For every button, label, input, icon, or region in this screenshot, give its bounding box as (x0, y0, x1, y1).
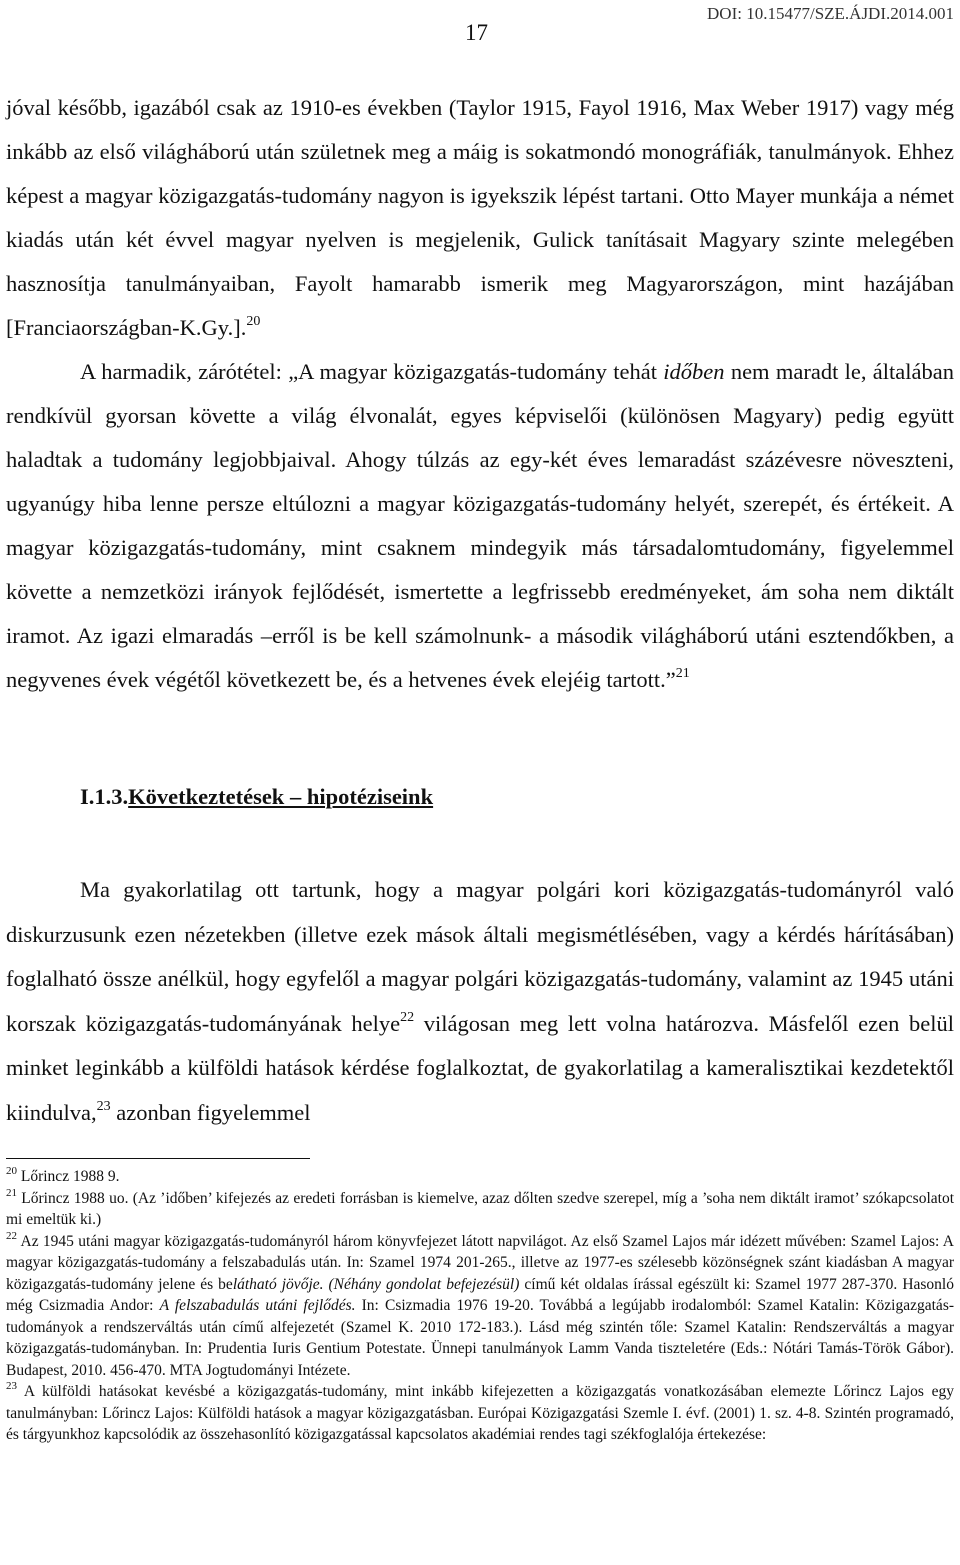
paragraph-3-text-b: világosan meg lett volna határozva. Másfelől ezen belül minket leginkább a külföldi hatások kérdése foglalkoztat, de gyakorlatilag a kameralisztikai kezdetektől kiindulva, (6, 1010, 954, 1125)
footnote-text-a: Az 1945 utáni magyar közigazgatás-tudományról három könyvfejezet látott napvilágot. Az első Szamel Lajos már idézett művében: Szamel Lajos: A magyar közigazgatás-tudomány a felszabadulás után. In: Szamel 1974 201-265., illetve az 1977-es szélesebb közönségnek szánt kiadásban A magyar közigazgatás-tudomány jelene és be (6, 1232, 954, 1293)
main-text (6, 86, 954, 702)
paragraph-3-text-a: Ma gyakorlatilag ott tartunk, hogy a magyar polgári kori közigazgatás-tudományról való diskurzusunk ezen nézetekben (illetve ezek mások általi megismétlésében, vagy a kérdés hárításában) foglalható össze anélkül, hogy egyfelől a magyar polgári közigazgatás-tudomány, valamint az 1945 utáni korszak közigazgatás-tudományának helye (6, 877, 954, 1036)
doi-label: DOI: 10.15477/SZE.ÁJDI.2014.001 (707, 4, 954, 23)
footnote-ref-21[interactable]: 21 (675, 666, 690, 681)
footnote-22 (6, 1231, 954, 1382)
footnote-number: 22 (6, 1229, 17, 1242)
paragraph-2-text-b: nem maradt le, általában rendkívül gyorsan követte a világ élvonalát, egyes képviselői (különösen Magyary) pedig együtt haladtak a tudomány legjobbjaival. Ahogy túlzás az egy-két éves lemaradást százévesre növeszteni, ugyanúgy hiba lenne persze eltúlozni a magyar közigazgatás-tudomány helyét, szerepét, és értékeit. A magyar közigazgatás-tudomány, mint csaknem mindegyik más társadalomtudomány, figyelemmel követte a nemzetközi irányok fejlődését, ismertette a legfrissebb eredményeket, ám soha nem diktált iramot. Az igazi elmaradás –erről is be kell számolnunk- a második világháború utáni esztendőkben, a negyvenes évek végétől következett be, és a hetvenes évek elejéig tartott.” (6, 359, 954, 692)
paragraph-1 (6, 86, 954, 350)
section-number: I.1.3. (80, 784, 129, 809)
page-number: 17 (465, 20, 488, 45)
footnote-text: A külföldi hatásokat kevésbé a közigazgatás-tudomány, mint inkább kifejezetten a közigazgatás vonatkozásában elemezte Lőrincz Lajos egy tanulmányban: Lőrincz Lajos: Külföldi hatások a magyar közigazgatásban. Európai Közigazgatási Szemle I. évf. (2001) 1. sz. 4-8. Szintén programadó, és tárgyunkhoz kapcsolódik az összehasonlító közigazgatással kapcsolatos akadémiai rendes tagi székfoglalója értekezése: (6, 1383, 954, 1443)
footnote-number: 20 (6, 1165, 17, 1177)
paragraph-1-text: jóval később, igazából csak az 1910-es években (Taylor 1915, Fayol 1916, Max Weber 1917) vagy még inkább az első világháború után születnek meg a máig is sokatmondó monográfiák, tanulmányok. Ehhez képest a magyar közigazgatás-tudomány nagyon is igyekszik lépést tartani. Otto Mayer munkája a német kiadás után két évvel magyar nyelven is megjelenik, Gulick tanításait Magyary szinte melegében hasznosítja tanulmányaiban, Fayolt hamarabb ismerik meg Magyarországon, mint hazájában [Franciaországban-K.Gy.]. (6, 95, 954, 340)
paragraph-2-italic: időben (663, 359, 725, 384)
footnote-ref-20[interactable]: 20 (246, 314, 261, 329)
footnote-ref-23[interactable]: 23 (96, 1098, 111, 1114)
footnote-divider (6, 1158, 310, 1159)
section-title: Következtetések – hipotéziseink (128, 784, 434, 809)
footnote-number: 23 (6, 1380, 17, 1392)
footnote-20 (6, 1166, 954, 1188)
footnote-text: Lőrincz 1988 9. (20, 1168, 120, 1185)
footnote-number: 21 (6, 1186, 17, 1199)
footnote-italic-b: A felszabadulás utáni fejlődés. (159, 1297, 356, 1314)
footnotes (6, 1166, 954, 1446)
footnote-21 (6, 1188, 954, 1231)
paragraph-2-text-a: A harmadik, zárótétel: „A magyar közigazgatás-tudomány tehát (80, 359, 664, 384)
paragraph-3-text-c: azonban figyelemmel (110, 1099, 311, 1125)
paragraph-2 (6, 350, 954, 702)
footnote-italic-a: látható jövője. (Néhány gondolat befejezésül) (232, 1275, 520, 1293)
footnote-23 (6, 1381, 954, 1446)
section-heading (80, 784, 433, 810)
footnote-text: Lőrincz 1988 uo. (Az ’időben’ kifejezés az eredeti forrásban is kiemelve, azaz dőlten szedve szerepel, míg a ’soha nem diktált iramot’ szókapcsolatot mi emeltük ki.) (6, 1189, 954, 1228)
footnote-ref-22[interactable]: 22 (400, 1009, 415, 1025)
paragraph-3 (6, 868, 954, 1135)
footnote-text-c: In: Csizmadia 1976 19-20. Továbbá a legújabb irodalomból: Szamel Katalin: Közigazgatás-tudományok a rendszerváltás után című alfejezetét (Szamel K. 2010 172-183.). Lásd még szintén tőle: Szamel Katalin: Rendszerváltás a magyar közigazgatás-tudományban. In: Prudentia Iuris Gentium Potestate. Ünnepi tanulmányok Lamm Vanda tiszteletére (Eds.: Nótári Tamás-Török Gábor). Budapest, 2010. 456-470. MTA Jogtudományi Intézete. (6, 1297, 955, 1379)
footnote-text-b: című két oldalas írással egészült ki: Szamel 1977 287-370. Hasonló még Csizmadia Andor: (6, 1275, 954, 1314)
